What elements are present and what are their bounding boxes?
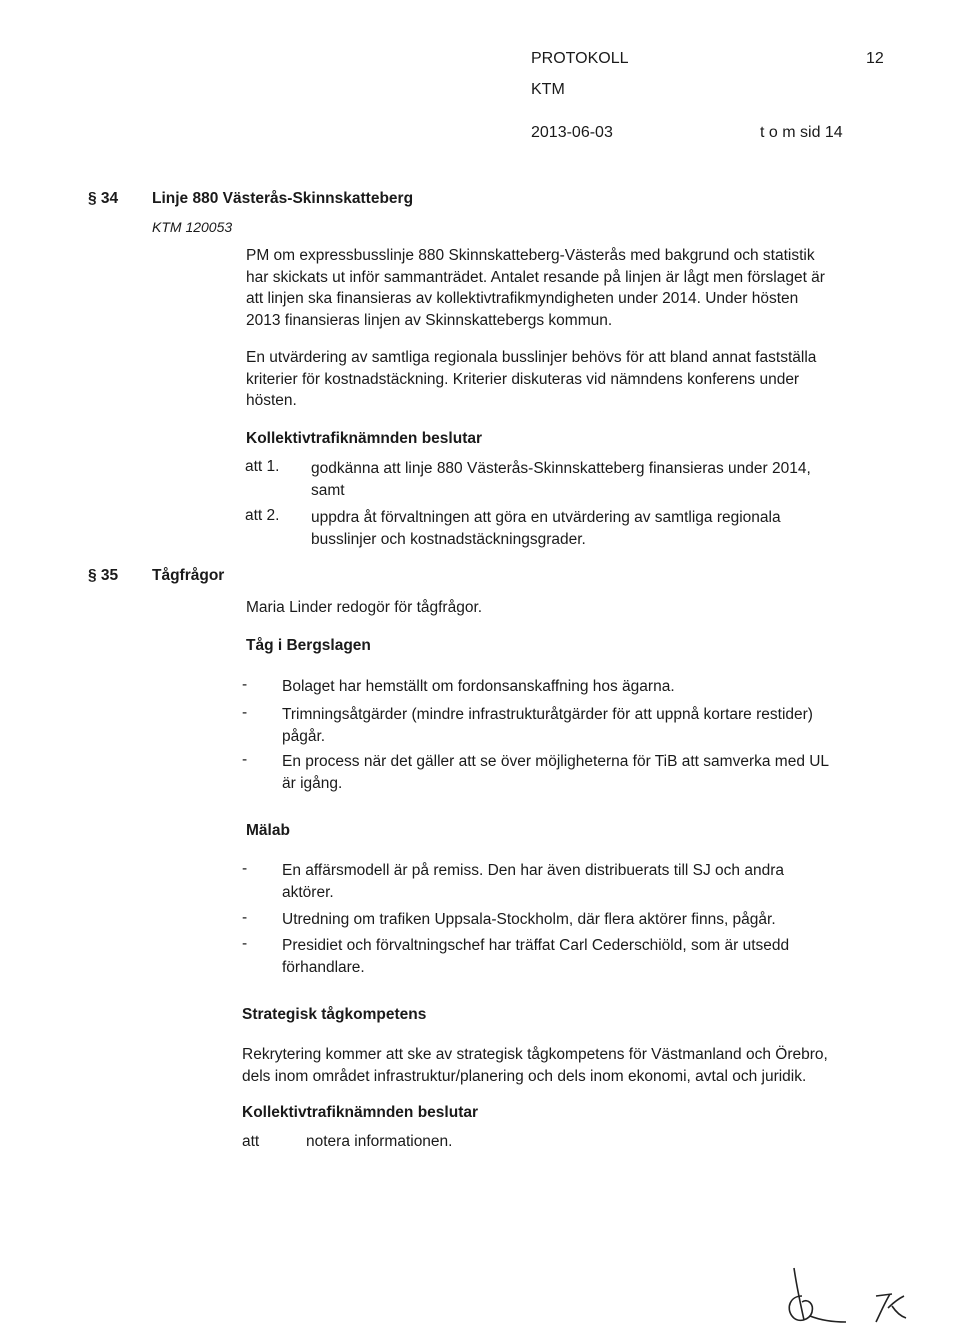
doc-type: PROTOKOLL	[531, 50, 629, 67]
text-line: Utredning om trafiken Uppsala-Stockholm, där flera aktörer finns, pågår.	[282, 911, 776, 928]
text-line: Rekrytering kommer att ske av strategisk tågkompetens för Västmanland och Örebro,	[242, 1046, 828, 1063]
section-34-para1	[246, 245, 886, 331]
text-line: har skickats ut inför sammanträdet. Antalet resande på linjen är lågt men förslaget är	[246, 268, 825, 286]
organization: KTM	[531, 81, 565, 98]
text-line: godkänna att linje 880 Västerås-Skinnskatteberg finansieras under 2014,	[311, 460, 811, 477]
text-line: PM om expressbusslinje 880 Skinnskatteberg-Västerås med bakgrund och statistik	[246, 247, 815, 264]
strategic-heading: Strategisk tågkompetens	[242, 1006, 427, 1023]
malab-heading: Mälab	[246, 822, 290, 839]
section-35-title: Tågfrågor	[152, 567, 225, 584]
decision-label: att 2.	[245, 507, 280, 524]
text-line: 2013 finansieras linjen av Skinnskattebergs kommun.	[246, 311, 613, 329]
dash-bullet: -	[242, 860, 248, 877]
text-line: En utvärdering av samtliga regionala busslinjer behövs för att bland annat fastställa	[246, 349, 817, 366]
section-34-number: § 34	[88, 190, 119, 207]
page-number: 12	[866, 50, 884, 67]
text-line: förhandlare.	[282, 958, 365, 976]
text-line: pågår.	[282, 727, 326, 745]
section-35-intro: Maria Linder redogör för tågfrågor.	[246, 599, 483, 616]
text-line: samt	[311, 481, 345, 499]
dash-bullet: -	[242, 935, 248, 952]
text-line: kriterier för kostnadstäckning. Kriterier diskuteras vid nämndens konferens under	[246, 370, 800, 388]
text-line: Bolaget har hemställt om fordonsanskaffning hos ägarna.	[282, 678, 675, 695]
dash-bullet: -	[242, 676, 248, 693]
strategic-paragraph	[242, 1044, 902, 1087]
text-line: En affärsmodell är på remiss. Den har även distribuerats till SJ och andra	[282, 862, 784, 879]
section-35-number: § 35	[88, 567, 119, 584]
tib-heading: Tåg i Bergslagen	[246, 637, 371, 654]
section-35-decision-text: notera informationen.	[306, 1133, 453, 1150]
text-line: uppdra åt förvaltningen att göra en utvärdering av samtliga regionala	[311, 509, 781, 526]
text-line: En process när det gäller att se över möjligheterna för TiB att samverka med UL	[282, 753, 830, 770]
dash-bullet: -	[242, 751, 248, 768]
section-34-reference: KTM 120053	[152, 219, 233, 235]
text-line: är igång.	[282, 774, 343, 792]
text-line: aktörer.	[282, 883, 334, 901]
text-line: Trimningsåtgärder (mindre infrastrukturåtgärder för att uppnå kortare restider)	[282, 706, 813, 723]
section-34-title: Linje 880 Västerås-Skinnskatteberg	[152, 190, 414, 207]
section-34-decision-heading: Kollektivtrafiknämnden beslutar	[246, 430, 483, 447]
dash-bullet: -	[242, 704, 248, 721]
meeting-date: 2013-06-03	[531, 124, 613, 141]
page-range: t o m sid 14	[760, 124, 843, 141]
text-line: hösten.	[246, 392, 297, 409]
text-line: Presidiet och förvaltningschef har träffat Carl Cederschiöld, som är utsedd	[282, 937, 790, 954]
section-34-para2	[246, 347, 886, 412]
text-line: busslinjer och kostnadstäckningsgrader.	[311, 530, 586, 548]
dash-bullet: -	[242, 909, 248, 926]
handwritten-initials-signature	[780, 1262, 920, 1332]
section-35-decision-heading: Kollektivtrafiknämnden beslutar	[242, 1104, 479, 1121]
text-line: dels inom området infrastruktur/planering och dels inom ekonomi, avtal och juridik.	[242, 1067, 807, 1085]
text-line: att linjen ska finansieras av kollektivtrafikmyndigheten under 2014. Under hösten	[246, 290, 799, 307]
section-35-decision-label: att	[242, 1133, 260, 1150]
decision-label: att 1.	[245, 458, 280, 475]
